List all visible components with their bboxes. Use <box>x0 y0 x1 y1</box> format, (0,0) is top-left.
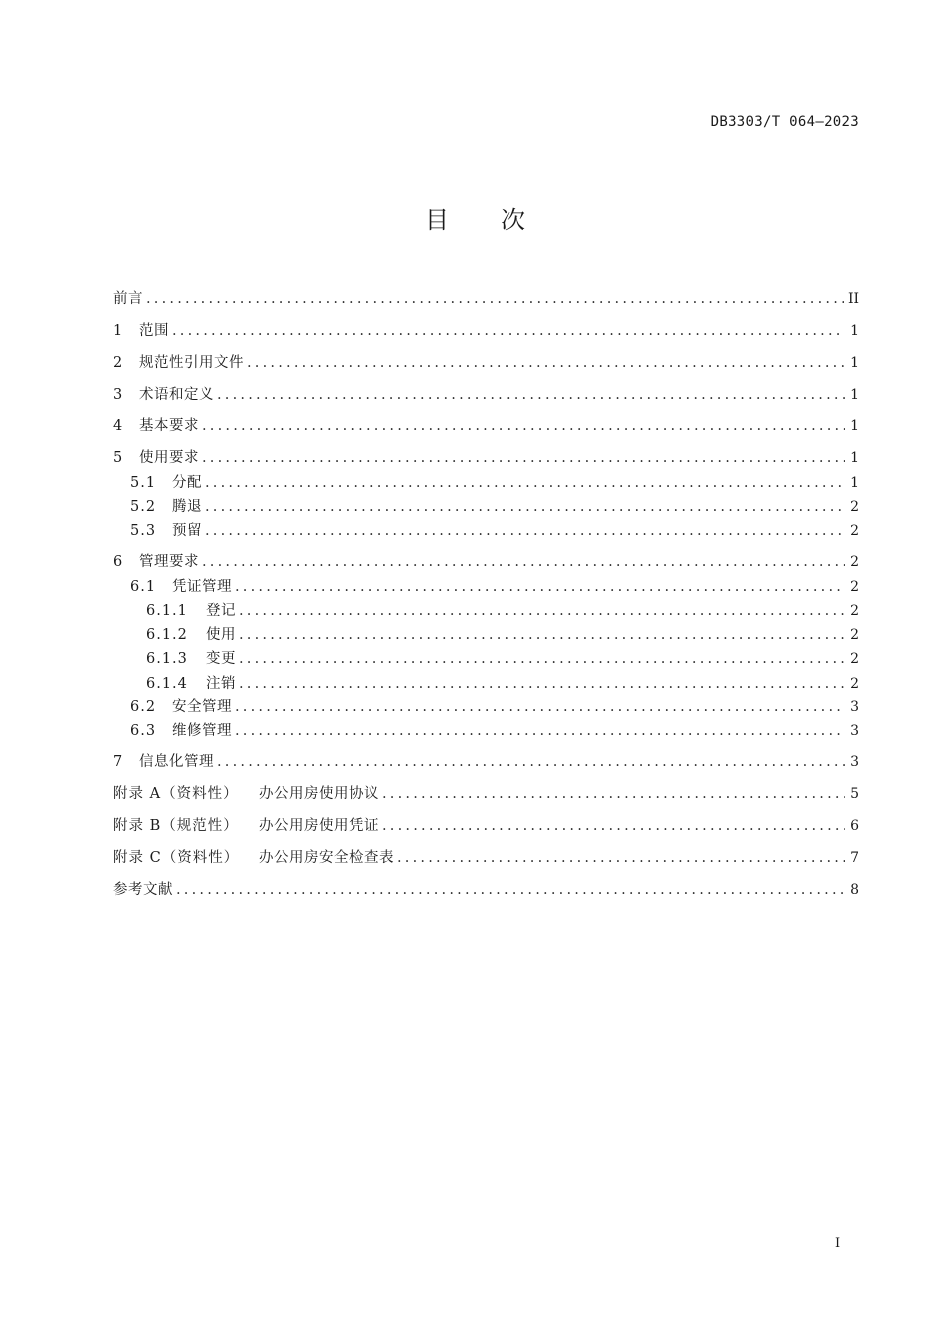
toc-entry-page: 3 <box>850 699 859 715</box>
toc-entry-number: 5 <box>113 450 124 466</box>
toc-leader <box>239 648 845 670</box>
toc-leader <box>247 352 845 374</box>
toc-entry-number: 1 <box>113 323 124 339</box>
toc-entry-label: 参考文献 <box>113 882 173 898</box>
toc-entry-number: 7 <box>113 754 124 770</box>
toc-entry-label: 信息化管理 <box>139 754 214 770</box>
toc-entry-label: 注销 <box>206 676 236 692</box>
toc-entry-5[interactable] <box>113 447 859 469</box>
toc-leader <box>382 783 845 805</box>
toc-entry-number: 6.1.3 <box>146 651 188 667</box>
toc-entry-label: 分配 <box>172 475 202 491</box>
toc-leader <box>239 624 845 646</box>
toc-entry-label: 范围 <box>139 323 169 339</box>
toc-entry-label: 使用 <box>206 627 236 643</box>
toc-entry-page: 1 <box>850 418 859 434</box>
toc-entry-number: 3 <box>113 387 124 403</box>
toc-entry-5-1[interactable] <box>130 472 859 494</box>
toc-entry-label: 登记 <box>206 603 236 619</box>
toc-entry-number: 5.2 <box>130 499 157 515</box>
toc-entry-4[interactable] <box>113 415 859 437</box>
toc-leader <box>205 472 845 494</box>
toc-leader <box>239 600 845 622</box>
toc-entry-6-1-3[interactable] <box>146 648 859 670</box>
toc-entry-6-1-2[interactable] <box>146 624 859 646</box>
toc-entry-label: 管理要求 <box>139 554 199 570</box>
toc-leader <box>235 696 845 718</box>
toc-entry-label: 凭证管理 <box>172 579 232 595</box>
toc-entry-2[interactable] <box>113 352 859 374</box>
toc-entry-label: 前言 <box>113 291 143 307</box>
toc-entry-number: 附录 A（资料性） <box>113 786 239 802</box>
toc-leader <box>235 720 845 742</box>
toc-leader <box>217 384 845 406</box>
toc-entry-label: 基本要求 <box>139 418 199 434</box>
toc-entry-page: 1 <box>850 475 859 491</box>
toc-entry-appendix-c[interactable] <box>113 847 859 869</box>
footer-page-number: I <box>835 1236 841 1251</box>
toc-entry-page: 1 <box>850 387 859 403</box>
toc-entry-page: 1 <box>850 355 859 371</box>
toc-leader <box>202 447 845 469</box>
toc-entry-6-1-4[interactable] <box>146 673 859 695</box>
toc-entry-page: 1 <box>850 323 859 339</box>
toc-entry-page: II <box>847 291 859 307</box>
toc-entry-number: 2 <box>113 355 124 371</box>
toc-entry-label: 变更 <box>206 651 236 667</box>
toc-entry-page: 2 <box>850 603 859 619</box>
toc-leader <box>235 576 845 598</box>
toc-title-char-1: 目 <box>425 206 449 234</box>
toc-leader <box>202 551 845 573</box>
toc-entry-number: 附录 B（规范性） <box>113 818 239 834</box>
toc-entry-label: 腾退 <box>172 499 202 515</box>
toc-title-char-2: 次 <box>501 206 525 234</box>
toc-leader <box>205 496 845 518</box>
toc-entry-number: 6.2 <box>130 699 157 715</box>
toc-leader <box>176 879 845 901</box>
toc-entry-6-1[interactable] <box>130 576 859 598</box>
toc-entry-label: 安全管理 <box>172 699 232 715</box>
toc-entry-page: 2 <box>850 523 859 539</box>
toc-entry-page: 5 <box>850 786 859 802</box>
toc-entry-5-3[interactable] <box>130 520 859 542</box>
toc-entry-number: 附录 C（资料性） <box>113 850 240 866</box>
toc-leader <box>397 847 845 869</box>
toc-entry-number: 6.1.1 <box>146 603 188 619</box>
toc-entry-number: 6 <box>113 554 124 570</box>
toc-leader <box>146 288 844 310</box>
toc-entry-6-3[interactable] <box>130 720 859 742</box>
toc-entry-1[interactable] <box>113 320 859 342</box>
toc-entry-label: 术语和定义 <box>139 387 214 403</box>
toc-entry-6[interactable] <box>113 551 859 573</box>
toc-entry-number: 4 <box>113 418 124 434</box>
toc-leader <box>202 415 845 437</box>
toc-entry-label: 维修管理 <box>172 723 232 739</box>
toc-entry-number: 6.3 <box>130 723 157 739</box>
toc-entry-page: 2 <box>850 651 859 667</box>
toc-entry-3[interactable] <box>113 384 859 406</box>
toc-entry-page: 2 <box>850 554 859 570</box>
toc-entry-label: 预留 <box>172 523 202 539</box>
toc-leader <box>217 751 845 773</box>
toc-entry-label: 使用要求 <box>139 450 199 466</box>
toc-entry-6-2[interactable] <box>130 696 859 718</box>
toc-entry-number: 5.3 <box>130 523 157 539</box>
toc-entry-appendix-b[interactable] <box>113 815 859 837</box>
toc-entry-number: 6.1.2 <box>146 627 188 643</box>
toc-entry-page: 1 <box>850 450 859 466</box>
toc-leader <box>382 815 845 837</box>
toc-entry-preface[interactable] <box>113 288 859 310</box>
toc-entry-page: 2 <box>850 499 859 515</box>
toc-entry-page: 2 <box>850 579 859 595</box>
toc-entry-7[interactable] <box>113 751 859 773</box>
toc-entry-page: 8 <box>850 882 859 898</box>
toc-entry-label: 办公用房使用协议 <box>259 786 379 802</box>
toc-entry-page: 2 <box>850 627 859 643</box>
toc-leader <box>205 520 845 542</box>
toc-entry-page: 3 <box>850 723 859 739</box>
toc-entry-number: 6.1.4 <box>146 676 188 692</box>
toc-entry-number: 5.1 <box>130 475 157 491</box>
toc-entry-5-2[interactable] <box>130 496 859 518</box>
toc-entry-label: 规范性引用文件 <box>139 355 244 371</box>
toc-entry-page: 2 <box>850 676 859 692</box>
toc-title <box>0 200 950 235</box>
toc-entry-references[interactable] <box>113 879 859 901</box>
toc-entry-number: 6.1 <box>130 579 157 595</box>
toc-entry-page: 6 <box>850 818 859 834</box>
toc-entry-label: 办公用房使用凭证 <box>259 818 379 834</box>
toc-leader <box>172 320 845 342</box>
toc-entry-6-1-1[interactable] <box>146 600 859 622</box>
toc-entry-label: 办公用房安全检查表 <box>259 850 394 866</box>
toc-entry-appendix-a[interactable] <box>113 783 859 805</box>
document-code: DB3303/T 064—2023 <box>710 114 859 130</box>
toc-entry-page: 7 <box>850 850 859 866</box>
toc-entry-page: 3 <box>850 754 859 770</box>
toc-leader <box>239 673 845 695</box>
